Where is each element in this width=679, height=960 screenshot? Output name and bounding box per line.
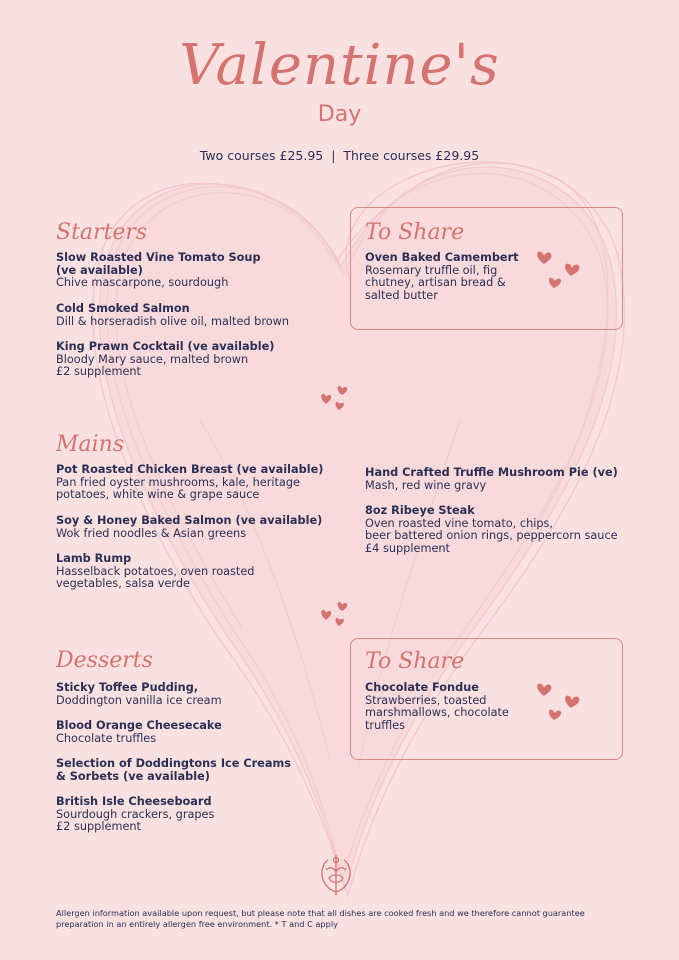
hearts-icon	[533, 246, 585, 292]
share-starter-item	[365, 252, 525, 303]
main-item	[365, 505, 635, 556]
dish-description: Rosemary truffle oil, fig chutney, artisan bread & salted butter	[365, 263, 506, 303]
dessert-item	[56, 720, 316, 745]
dessert-item	[56, 758, 316, 783]
crest-logo-icon	[314, 852, 358, 898]
dish-description: Sourdough crackers, grapes £2 supplement	[56, 807, 215, 834]
dessert-item	[56, 796, 316, 834]
share-starter-heading: To Share	[365, 220, 465, 245]
dish-description: Bloody Mary sauce, malted brown £2 supplement	[56, 352, 249, 379]
starter-item	[56, 252, 316, 290]
page-title: Valentine's	[179, 33, 500, 98]
main-item	[56, 464, 336, 502]
dish-name: Chocolate Fondue	[365, 681, 479, 694]
dish-name: Sticky Toffee Pudding,	[56, 681, 199, 694]
main-item	[365, 467, 635, 492]
dish-name: Slow Roasted Vine Tomato Soup (ve available)	[56, 251, 261, 277]
dish-description: Oven roasted vine tomato, chips, beer battered onion rings, peppercorn sauce £4 supplement	[365, 516, 618, 556]
dish-name: Soy & Honey Baked Salmon (ve available)	[56, 514, 323, 527]
starter-item	[56, 303, 316, 328]
dish-name: Blood Orange Cheesecake	[56, 719, 222, 732]
dish-name: Cold Smoked Salmon	[56, 302, 190, 315]
main-item	[56, 515, 336, 540]
dish-description: Doddington vanilla ice cream	[56, 693, 222, 707]
dish-description: Dill & horseradish olive oil, malted brown	[56, 314, 290, 328]
dish-name: British Isle Cheeseboard	[56, 795, 212, 808]
share-dessert-item	[365, 682, 525, 733]
starter-item	[56, 341, 316, 379]
divider-hearts-icon	[318, 382, 352, 412]
allergen-footer: Allergen information available upon request, but please note that all dishes are cooked fresh and we therefore cannot guarantee preparation in an entirely allergen free environment. * T and C apply	[56, 908, 585, 929]
dish-description: Chocolate truffles	[56, 731, 157, 745]
dish-name: 8oz Ribeye Steak	[365, 504, 475, 517]
mains-heading: Mains	[56, 432, 125, 457]
dish-description: Chive mascarpone, sourdough	[56, 276, 229, 290]
dish-name: Pot Roasted Chicken Breast (ve available)	[56, 463, 324, 476]
dish-description: Wok fried noodles & Asian greens	[56, 526, 247, 540]
page-subtitle: Day	[317, 102, 362, 127]
divider-hearts-icon	[318, 598, 352, 628]
dish-name: Hand Crafted Truffle Mushroom Pie (ve)	[365, 466, 618, 479]
starters-heading: Starters	[56, 220, 148, 245]
desserts-heading: Desserts	[56, 648, 153, 673]
dish-name: Oven Baked Camembert	[365, 251, 519, 264]
dish-name: Selection of Doddingtons Ice Creams & Sorbets (ve available)	[56, 757, 291, 783]
dish-description: Mash, red wine gravy	[365, 478, 487, 492]
dish-description: Pan fried oyster mushrooms, kale, heritage potatoes, white wine & grape sauce	[56, 475, 300, 502]
dish-description: Hasselback potatoes, oven roasted vegetables, salsa verde	[56, 564, 255, 591]
dish-description: Strawberries, toasted marshmallows, chocolate truffles	[365, 693, 509, 733]
main-item	[56, 553, 336, 591]
hearts-icon	[533, 678, 585, 724]
dessert-item	[56, 682, 316, 707]
course-prices: Two courses £25.95 | Three courses £29.95	[199, 148, 480, 163]
share-dessert-heading: To Share	[365, 649, 465, 674]
dish-name: Lamb Rump	[56, 552, 132, 565]
dish-name: King Prawn Cocktail (ve available)	[56, 340, 275, 353]
